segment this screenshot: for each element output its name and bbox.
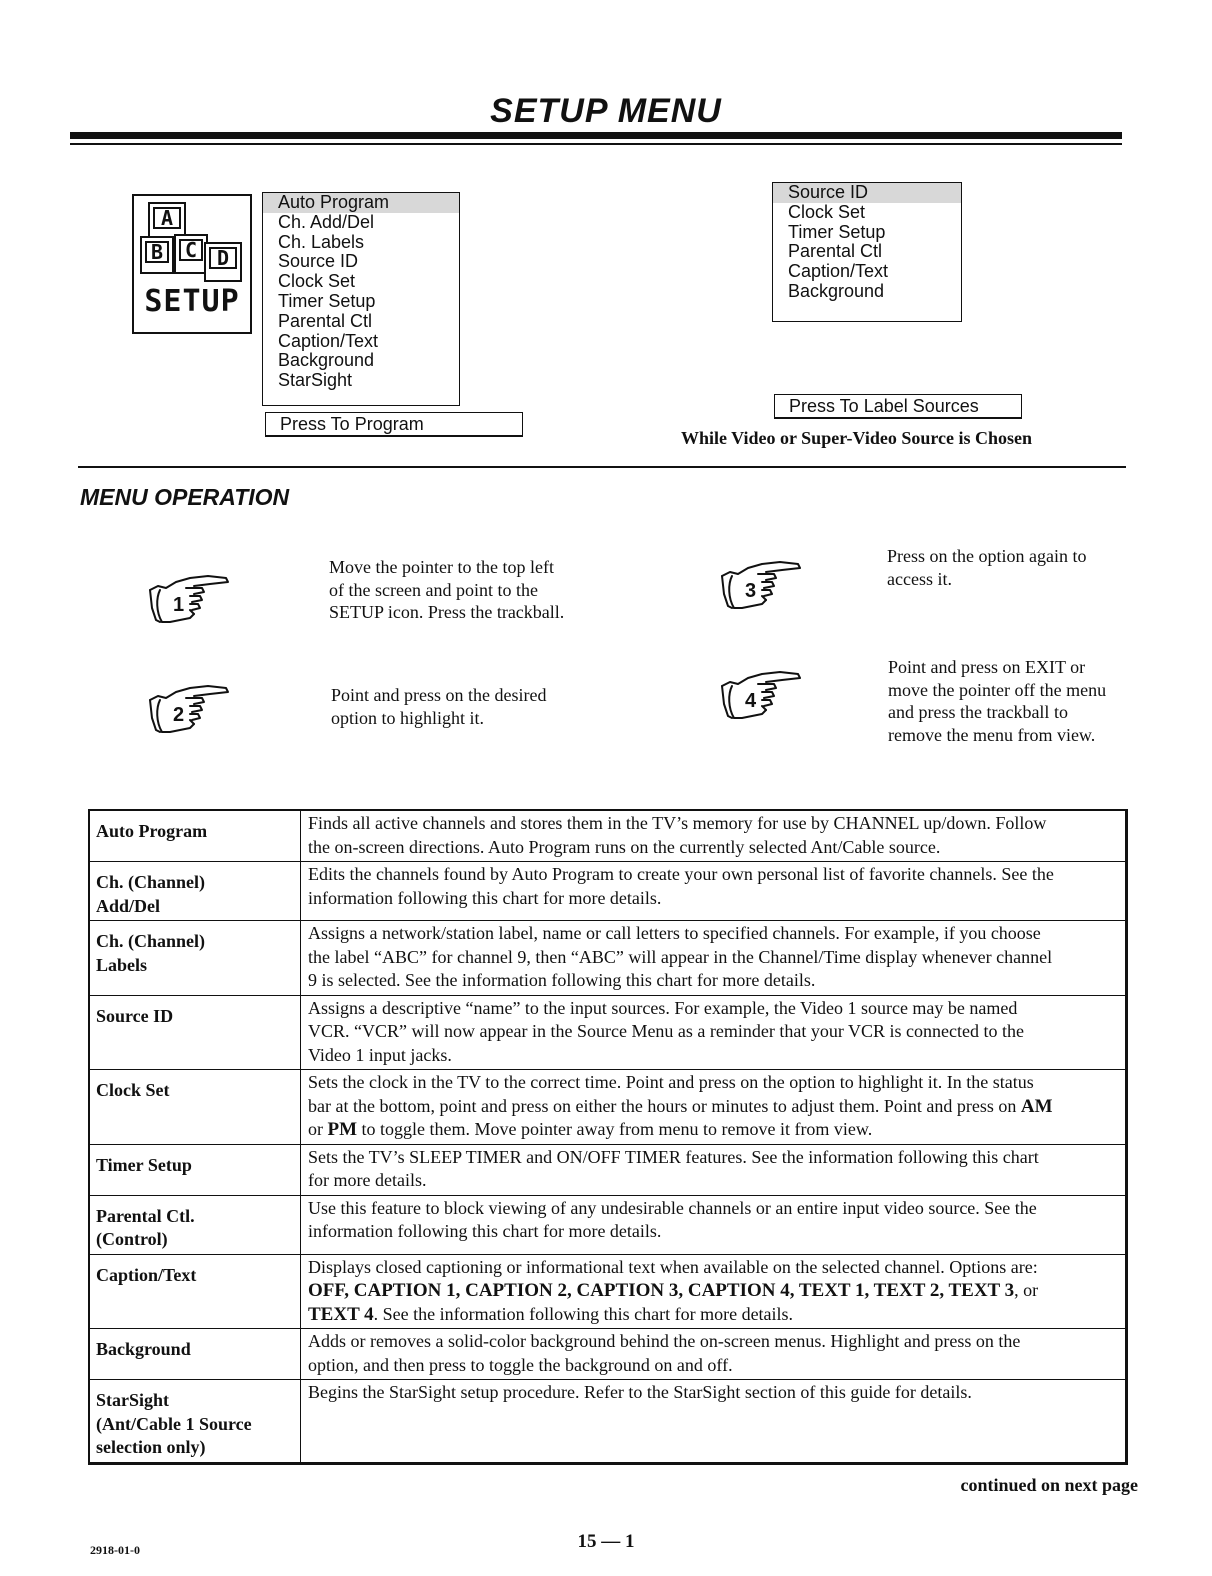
left-menu-item[interactable]: Parental Ctl	[278, 310, 373, 331]
step-line: Move the pointer to the top left	[329, 557, 554, 577]
left-menu-item[interactable]: StarSight	[278, 370, 353, 391]
pointing-hand-icon	[146, 570, 232, 631]
page-title: SETUP MENU	[490, 92, 722, 130]
step-number: 2	[173, 704, 185, 726]
option-name	[89, 862, 301, 921]
right-menu-item[interactable]: Parental Ctl	[788, 241, 883, 262]
table-row	[89, 1070, 1127, 1145]
table-row	[89, 1380, 1127, 1464]
description-line: VCR. “VCR” will now appear in the Source Menu as a reminder that your VCR is connected to the	[308, 1021, 1025, 1041]
description-line: option, and then press to toggle the background on and off.	[308, 1354, 733, 1375]
description-line: information following this chart for more details.	[308, 1221, 662, 1241]
page-number: 15 — 1	[577, 1531, 635, 1552]
option-name-line: Ch. (Channel)	[96, 931, 206, 951]
option-name-line: Auto Program	[96, 821, 208, 841]
step-line: Press on the option again to	[887, 546, 1087, 566]
option-name-line: Parental Ctl.	[96, 1205, 195, 1226]
description-line: Displays closed captioning or informational text when available on the selected channel. Options are:	[308, 1256, 1038, 1277]
table-row	[89, 921, 1127, 996]
description-line: Use this feature to block viewing of any undesirable channels or an entire input video source. See the	[308, 1197, 1037, 1218]
right-menu-item[interactable]: Caption/Text	[788, 261, 889, 282]
option-name	[89, 1380, 301, 1464]
step-line: Point and press on the desired	[331, 685, 547, 705]
option-name	[89, 810, 301, 862]
description-line: Sets the clock in the TV to the correct time. Point and press on the option to highlight it. In the status	[308, 1072, 1034, 1092]
continued-note: continued on next page	[960, 1475, 1138, 1495]
step-number: 1	[173, 594, 185, 616]
left-menu-item[interactable]: Background	[278, 350, 375, 371]
table-row	[89, 862, 1127, 921]
table-row	[89, 1254, 1127, 1329]
description-line: the label “ABC” for channel 9, then “ABC” will appear in the Channel/Time display whenever channel	[308, 946, 1053, 967]
option-description	[301, 810, 1127, 862]
option-name	[89, 1144, 301, 1195]
option-description	[301, 921, 1127, 996]
left-menu-item[interactable]: Auto Program	[263, 193, 459, 213]
step-3-text	[887, 545, 1086, 590]
left-menu-item[interactable]: Ch. Add/Del	[278, 211, 375, 232]
option-description	[301, 1380, 1127, 1464]
description-line: Assigns a descriptive “name” to the input sources. For example, the Video 1 source may be named	[308, 997, 1018, 1018]
option-description	[301, 1254, 1127, 1329]
title-rule	[70, 132, 1122, 139]
option-name-line: Caption/Text	[96, 1264, 197, 1285]
block-a-icon: A	[148, 202, 186, 240]
pointing-hand-icon	[718, 666, 804, 727]
option-name-line: (Control)	[96, 1229, 168, 1249]
description-line: the on-screen directions. Auto Program runs on the currently selected Ant/Cable source.	[308, 836, 941, 857]
block-c-icon: C	[174, 234, 208, 274]
option-description	[301, 1144, 1127, 1195]
table-row	[89, 1195, 1127, 1254]
description-line: Assigns a network/station label, name or call letters to specified channels. For example, if you choose	[308, 923, 1041, 943]
option-name-line: Clock Set	[96, 1080, 170, 1100]
block-b-icon: B	[140, 236, 174, 274]
option-name	[89, 1070, 301, 1145]
option-name-line: (Ant/Cable 1 Source	[96, 1413, 252, 1434]
option-name-line: Ch. (Channel)	[96, 872, 206, 892]
section-heading: MENU OPERATION	[80, 484, 290, 510]
option-name-line: Background	[96, 1339, 191, 1359]
description-line: Begins the StarSight setup procedure. Refer to the StarSight section of this guide for details.	[308, 1382, 972, 1402]
option-name-line: Labels	[96, 954, 148, 975]
description-line: 9 is selected. See the information following this chart for more details.	[308, 970, 816, 990]
description-line: bar at the bottom, point and press on either the hours or minutes to adjust them. Point and press on AM	[308, 1095, 1053, 1117]
option-description	[301, 1070, 1127, 1145]
right-menu-caption: While Video or Super-Video Source is Chosen	[681, 428, 1033, 448]
pointing-hand-icon	[146, 680, 232, 741]
description-line: Video 1 input jacks.	[308, 1044, 452, 1065]
option-name-line: selection only)	[96, 1437, 206, 1457]
left-menu-item[interactable]: Clock Set	[278, 271, 356, 292]
right-menu-item[interactable]: Clock Set	[788, 201, 866, 222]
step-line: SETUP icon. Press the trackball.	[329, 602, 565, 622]
step-line: and press the trackball to	[888, 702, 1068, 722]
section-rule	[78, 466, 1126, 468]
table-row	[89, 1329, 1127, 1380]
description-line: for more details.	[308, 1170, 427, 1190]
step-line: move the pointer off the menu	[888, 679, 1107, 700]
table-row	[89, 1144, 1127, 1195]
right-menu-item[interactable]: Background	[788, 280, 885, 301]
description-line: TEXT 4. See the information following this chart for more details.	[308, 1303, 794, 1325]
description-line: information following this chart for more details.	[308, 887, 662, 908]
step-line: option to highlight it.	[331, 707, 485, 728]
option-name	[89, 1329, 301, 1380]
title-rule-thin	[70, 143, 1122, 145]
description-line: OFF, CAPTION 1, CAPTION 2, CAPTION 3, CAPTION 4, TEXT 1, TEXT 2, TEXT 3, or	[308, 1280, 1039, 1301]
source-id-menu-panel	[772, 182, 962, 322]
table-row	[89, 810, 1127, 862]
description-line: Adds or removes a solid-color background behind the on-screen menus. Highlight and press on the	[308, 1331, 1021, 1351]
option-name	[89, 995, 301, 1070]
option-description	[301, 862, 1127, 921]
description-line: or PM to toggle them. Move pointer away from menu to remove it from view.	[308, 1119, 873, 1140]
option-name-line: Add/Del	[96, 895, 161, 916]
table-row	[89, 995, 1127, 1070]
step-1-text	[329, 556, 564, 624]
option-description	[301, 995, 1127, 1070]
setup-menu-panel	[262, 192, 460, 406]
left-menu-item[interactable]: Caption/Text	[278, 330, 379, 351]
step-number: 4	[745, 690, 757, 712]
option-name-line: Timer Setup	[96, 1154, 192, 1175]
step-line: access it.	[887, 568, 952, 589]
left-menu-item[interactable]: Timer Setup	[278, 290, 376, 311]
options-table	[88, 809, 1128, 1465]
step-2-text	[331, 684, 546, 729]
left-menu-item[interactable]: Ch. Labels	[278, 231, 365, 252]
description-line: Sets the TV’s SLEEP TIMER and ON/OFF TIMER features. See the information following this chart	[308, 1146, 1039, 1167]
option-name	[89, 1254, 301, 1329]
option-name	[89, 1195, 301, 1254]
description-line: Edits the channels found by Auto Program to create your own personal list of favorite channels. See the	[308, 864, 1054, 884]
option-name	[89, 921, 301, 996]
setup-label: SETUP	[144, 284, 240, 319]
right-menu-item[interactable]: Timer Setup	[788, 221, 886, 242]
description-line: Finds all active channels and stores them in the TV’s memory for use by CHANNEL up/down. Follow	[308, 813, 1047, 833]
step-4-text	[888, 656, 1106, 746]
press-to-label-sources-button[interactable]: Press To Label Sources	[774, 394, 1022, 419]
option-description	[301, 1329, 1127, 1380]
pointing-hand-icon	[718, 556, 804, 617]
setup-icon[interactable]	[132, 194, 252, 334]
left-menu-item[interactable]: Source ID	[278, 251, 359, 272]
document-code: 2918-01-0	[90, 1543, 140, 1557]
option-description	[301, 1195, 1127, 1254]
option-name-line: StarSight	[96, 1390, 170, 1410]
block-d-icon: D	[204, 242, 242, 282]
step-line: of the screen and point to the	[329, 579, 538, 600]
step-number: 3	[745, 580, 757, 602]
press-to-program-button[interactable]: Press To Program	[265, 412, 523, 437]
option-name-line: Source ID	[96, 1005, 174, 1026]
step-line: remove the menu from view.	[888, 724, 1096, 745]
step-line: Point and press on EXIT or	[888, 657, 1086, 677]
right-menu-item[interactable]: Source ID	[773, 183, 961, 203]
